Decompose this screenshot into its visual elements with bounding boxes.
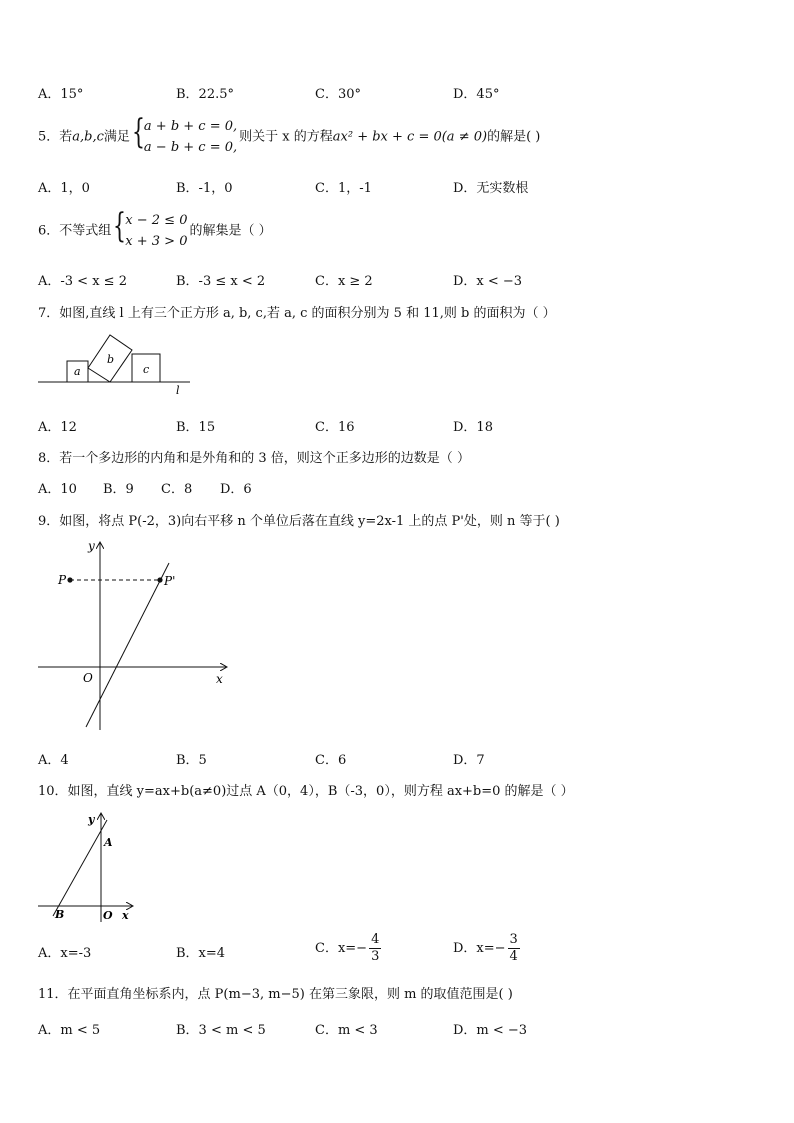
q5-equation: ax² + bx + c = 0(a ≠ 0) xyxy=(332,129,488,145)
q9-label-p: P xyxy=(58,573,67,587)
q9-options xyxy=(38,749,738,769)
q4-option-d: D．45° xyxy=(453,87,500,102)
q9-label-x: x xyxy=(216,672,223,686)
q7-options xyxy=(38,416,738,436)
q9-question: 9．如图，将点 P(-2，3)向右平移 n 个单位后落在直线 y=2x-1 上的点 P'处，则 n 等于( ) xyxy=(38,514,560,529)
q5-mid: 满足 xyxy=(103,129,130,145)
q5-brace: { xyxy=(131,112,145,152)
q7-option-a: A．12 xyxy=(38,420,77,435)
q10-option-c-numerator: 4 xyxy=(371,932,380,947)
q10-label-x: x xyxy=(122,909,129,922)
q11-question: 11．在平面直角坐标系内，点 P(m−3, m−5) 在第三象限，则 m 的取值范围是( ) xyxy=(38,987,513,1002)
q10-option-c-fraction xyxy=(369,932,381,965)
q8-question: 8．若一个多边形的内角和是外角和的 3 倍，则这个正多边形的边数是（ ） xyxy=(38,451,470,466)
q5-system xyxy=(131,112,238,158)
q4-option-c: C．30° xyxy=(315,87,361,102)
q9-label-p-prime: P' xyxy=(164,574,176,588)
q5-eq2: a − b + c = 0, xyxy=(143,140,238,155)
q9-label-o: O xyxy=(83,671,93,685)
q7-label-l: l xyxy=(176,384,180,395)
q9-figure xyxy=(36,535,236,735)
q10-label-b: B xyxy=(55,908,65,921)
q5-option-c: C．1，-1 xyxy=(315,181,372,196)
q5-after-brace: 则关于 x 的方程 xyxy=(239,129,333,145)
q9-label-y: y xyxy=(88,539,95,553)
q5-option-b: B．-1，0 xyxy=(176,181,233,196)
q9-option-d: D．7 xyxy=(453,753,485,768)
q11-option-d: D．m < −3 xyxy=(453,1023,528,1038)
q10-option-c xyxy=(315,932,381,965)
q10-option-d-prefix: D．x=− xyxy=(453,941,506,956)
q5-vars: a,b,c xyxy=(72,129,104,145)
q9-option-b: B．5 xyxy=(176,753,207,768)
q7-label-a: a xyxy=(74,365,81,378)
q10-option-b: B．x=4 xyxy=(176,946,226,961)
q6-ineq1: x − 2 ≤ 0 xyxy=(125,213,188,228)
q7-label-b: b xyxy=(107,353,115,366)
q6-options xyxy=(38,270,738,290)
q5-eq1: a + b + c = 0, xyxy=(143,119,238,134)
q10-label-o: O xyxy=(103,909,113,922)
q6-prefix: 6．不等式组 xyxy=(38,223,112,239)
q8-option-c: C．8 xyxy=(161,482,193,497)
q5-options xyxy=(38,177,738,197)
q11-option-a: A．m < 5 xyxy=(38,1023,101,1038)
q5-prefix: 5．若 xyxy=(38,129,73,145)
q10-option-d-fraction xyxy=(508,932,520,965)
q8-option-d: D．6 xyxy=(220,482,252,497)
q4-options xyxy=(38,83,738,103)
q7-question: 7．如图,直线 l 上有三个正方形 a, b, c,若 a, c 的面积分别为 5 和 11,则 b 的面积为（ ） xyxy=(38,306,556,321)
q4-option-b: B．22.5° xyxy=(176,87,234,102)
q6-option-b: B．-3 ≤ x < 2 xyxy=(176,274,266,289)
q6-option-c: C．x ≥ 2 xyxy=(315,274,373,289)
q5-suffix: 的解是( ) xyxy=(487,129,541,145)
q11-option-c: C．m < 3 xyxy=(315,1023,378,1038)
q6-suffix: 的解集是（ ） xyxy=(189,223,272,239)
q5-option-a: A．1，0 xyxy=(38,181,90,196)
q11-option-b: B．3 < m < 5 xyxy=(176,1023,266,1038)
q7-label-c: c xyxy=(143,363,150,376)
q10-option-c-denominator: 3 xyxy=(371,949,380,964)
q7-option-b: B．15 xyxy=(176,420,216,435)
q6-ineq2: x + 3 > 0 xyxy=(125,234,188,249)
q10-line xyxy=(53,820,107,916)
q5-option-d: D．无实数根 xyxy=(453,181,529,196)
q8-option-a: A．10 xyxy=(38,482,77,497)
q7-figure xyxy=(35,330,195,395)
q10-label-y: y xyxy=(88,813,95,826)
q9-point-p-prime xyxy=(157,577,162,582)
q10-option-d-numerator: 3 xyxy=(509,932,518,947)
q7-option-d: D．18 xyxy=(453,420,493,435)
q10-option-d xyxy=(453,932,520,965)
q10-question: 10．如图，直线 y=ax+b(a≠0)过点 A（0，4），B（-3，0），则方程 ax+b=0 的解是（ ） xyxy=(38,784,574,799)
q6-brace: { xyxy=(113,206,127,246)
q9-option-a: A．4 xyxy=(38,753,69,768)
q9-option-c: C．6 xyxy=(315,753,347,768)
q6-option-d: D．x < −3 xyxy=(453,274,523,289)
q6-system xyxy=(113,206,188,252)
q9-line xyxy=(86,563,169,727)
q5-question xyxy=(38,112,541,158)
q11-options xyxy=(38,1019,738,1039)
q10-option-d-denominator: 4 xyxy=(509,949,518,964)
q10-label-a: A xyxy=(104,836,113,849)
q4-option-a: A．15° xyxy=(38,87,84,102)
q8-option-b: B．9 xyxy=(103,482,134,497)
q6-question xyxy=(38,206,272,252)
q10-option-a: A．x=-3 xyxy=(38,946,92,961)
q8-options xyxy=(38,478,738,498)
q10-figure xyxy=(36,808,146,928)
q10-options xyxy=(38,932,738,970)
q10-option-c-prefix: C．x=− xyxy=(315,941,368,956)
q7-option-c: C．16 xyxy=(315,420,355,435)
q9-point-p xyxy=(67,577,72,582)
q6-option-a: A．-3 < x ≤ 2 xyxy=(38,274,127,289)
